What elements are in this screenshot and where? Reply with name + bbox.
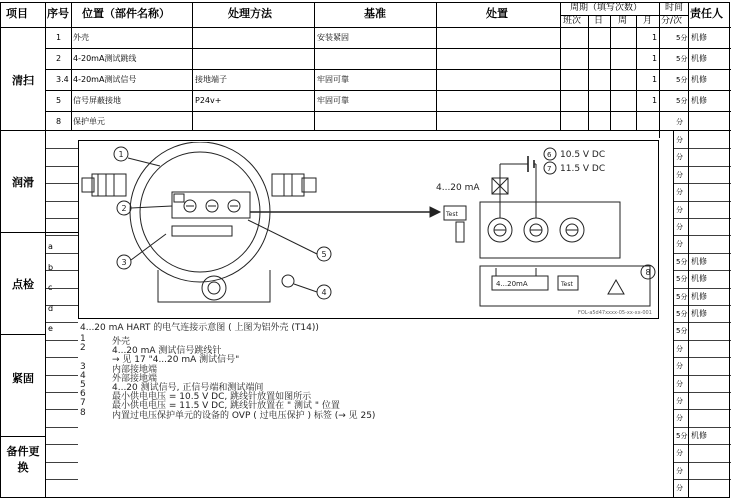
inspection-letter: e [48, 324, 53, 333]
header-method: 处理方法 [228, 7, 272, 20]
time-cell: 分 [676, 484, 683, 492]
row-time: 5分 [676, 55, 688, 63]
time-cell: 分 [676, 205, 683, 214]
time-cell: 5分 [676, 310, 688, 318]
header-responsible: 责任人 [690, 7, 723, 20]
voltage-1-label: 10.5 V DC [560, 150, 606, 160]
category-cleaning: 清扫 [12, 74, 34, 87]
row-responsible: 机修 [691, 33, 707, 42]
category-spare: 备件更换 [6, 445, 40, 474]
voltage-2-num: 7 [547, 165, 552, 173]
row-responsible: 机修 [691, 54, 707, 63]
row-position: 外壳 [73, 33, 89, 42]
time-cell: 分 [676, 136, 683, 144]
test-box-label: Test [561, 281, 573, 288]
callout-8: 8 [645, 268, 651, 277]
time-cell: 5分 [676, 431, 688, 440]
row-time: 5分 [676, 97, 688, 105]
callout-4: 4 [321, 288, 327, 297]
header-period-shift: 班次 [563, 16, 582, 26]
time-cell: 5分 [676, 292, 688, 301]
time-cell: 分 [676, 449, 683, 458]
header-seq: 序号 [47, 7, 69, 20]
category-lubrication: 润滑 [12, 176, 34, 189]
category-inspection: 点检 [12, 278, 34, 291]
responsible-cell: 机修 [691, 274, 707, 284]
time-cell: 分 [676, 466, 683, 475]
wiring-diagram [80, 142, 657, 316]
voltage-1-num: 6 [547, 151, 552, 159]
inspection-letter: b [48, 263, 54, 272]
callout-5: 5 [321, 250, 327, 259]
category-fastening: 紧固 [12, 372, 34, 385]
row-position: 信号屏蔽接地 [73, 96, 121, 105]
voltage-2-label: 11.5 V DC [560, 164, 606, 174]
header-period-day: 日 [594, 16, 604, 26]
legend-number: 7 [80, 398, 86, 409]
legend-text: 外部接地端 [112, 373, 158, 384]
inspection-letter: a [48, 242, 53, 251]
row-time: 5分 [676, 76, 688, 84]
header-period-week: 周 [618, 16, 628, 26]
legend-number: 2 [80, 343, 86, 354]
row-method: 接地端子 [195, 75, 227, 84]
inspection-letter: c [48, 283, 53, 292]
current-box-label: 4...20mA [496, 280, 528, 288]
inspection-letter: d [48, 304, 54, 313]
time-cell: 分 [676, 379, 683, 388]
time-cell: 分 [676, 344, 683, 353]
header-item: 项目 [6, 7, 28, 20]
time-cell: 5分 [676, 327, 688, 336]
legend-text: 最小供电电压 = 11.5 V DC, 跳线针放置在 " 测试 " 位置 [112, 401, 340, 412]
legend-number: 1 [80, 334, 86, 344]
header-period: 周期（填写次数） [570, 3, 643, 13]
row-position: 4-20mA测试跳线 [73, 54, 137, 63]
current-label: 4...20 mA [436, 183, 480, 193]
row-time: 分 [676, 118, 683, 126]
row-method: P24v+ [195, 96, 222, 105]
legend-text: 内置过电压保护单元的设备的 OVP ( 过电压保护 ) 标签 (→ 见 25) [112, 410, 376, 421]
legend-text: 最小供电电压 = 10.5 V DC, 跳线针放置如图所示 [112, 392, 312, 403]
legend-text: 4...20 mA 测试信号跳线针 [112, 346, 222, 357]
row-responsible: 机修 [691, 75, 707, 84]
time-cell: 5分 [676, 275, 688, 284]
row-responsible: 机修 [691, 96, 707, 105]
row-month: 1 [652, 75, 658, 84]
legend-text: 4...20 测试信号, 正信号端和测试端间 [112, 383, 264, 393]
legend-number: 3 [80, 361, 86, 372]
figure-ref: FOL-a5d47xxxx-05-xx-xx-001 [578, 310, 652, 316]
header-disposal: 处置 [486, 7, 508, 20]
header-time: 时间 [665, 3, 684, 13]
legend-number: 5 [80, 380, 86, 390]
row-seq: 3.4 [56, 75, 69, 84]
row-position: 保护单元 [73, 117, 105, 126]
header-time-unit: 分/次 [661, 16, 683, 26]
row-month: 1 [652, 96, 658, 105]
row-month: 1 [652, 54, 658, 63]
responsible-cell: 机修 [691, 256, 707, 266]
responsible-cell: 机修 [691, 430, 707, 440]
time-cell: 分 [676, 170, 683, 179]
time-cell: 分 [676, 362, 683, 371]
time-cell: 分 [676, 240, 683, 249]
callout-3: 3 [121, 258, 127, 267]
time-cell: 分 [676, 414, 683, 423]
row-standard: 牢固可靠 [317, 96, 349, 105]
legend-number: 8 [80, 407, 86, 418]
time-cell: 分 [676, 153, 683, 162]
row-standard: 牢固可靠 [317, 75, 349, 84]
time-cell: 分 [676, 223, 683, 231]
row-position: 4-20mA测试信号 [73, 75, 137, 84]
header-period-month: 月 [643, 16, 653, 26]
row-standard: 安装紧固 [317, 33, 349, 42]
diagram-caption: 4...20 mA HART 的电气连接示意图 ( 上图为铝外壳 (T14)) [80, 323, 319, 333]
header-standard: 基准 [364, 7, 386, 20]
row-time: 5分 [676, 34, 688, 42]
callout-1: 1 [118, 150, 124, 159]
responsible-cell: 机修 [691, 291, 707, 301]
row-seq: 8 [56, 117, 62, 126]
row-seq: 1 [56, 33, 62, 42]
test-label: Test [446, 211, 458, 218]
legend-number: 4 [80, 370, 86, 381]
time-cell: 5分 [676, 257, 688, 266]
legend-text: 内部接地端 [112, 364, 158, 375]
legend-text: 外壳 [112, 337, 131, 347]
legend-text: → 见 17 "4...20 mA 测试信号" [112, 355, 240, 366]
responsible-cell: 机修 [691, 309, 707, 318]
legend-number: 6 [80, 389, 86, 400]
row-seq: 2 [56, 54, 62, 63]
header-position: 位置（部件名称） [82, 7, 170, 20]
housing-outline [130, 142, 270, 282]
time-cell: 分 [676, 188, 683, 197]
row-seq: 5 [56, 96, 62, 105]
row-month: 1 [652, 33, 658, 42]
callout-2: 2 [121, 204, 127, 213]
time-cell: 分 [676, 397, 683, 405]
